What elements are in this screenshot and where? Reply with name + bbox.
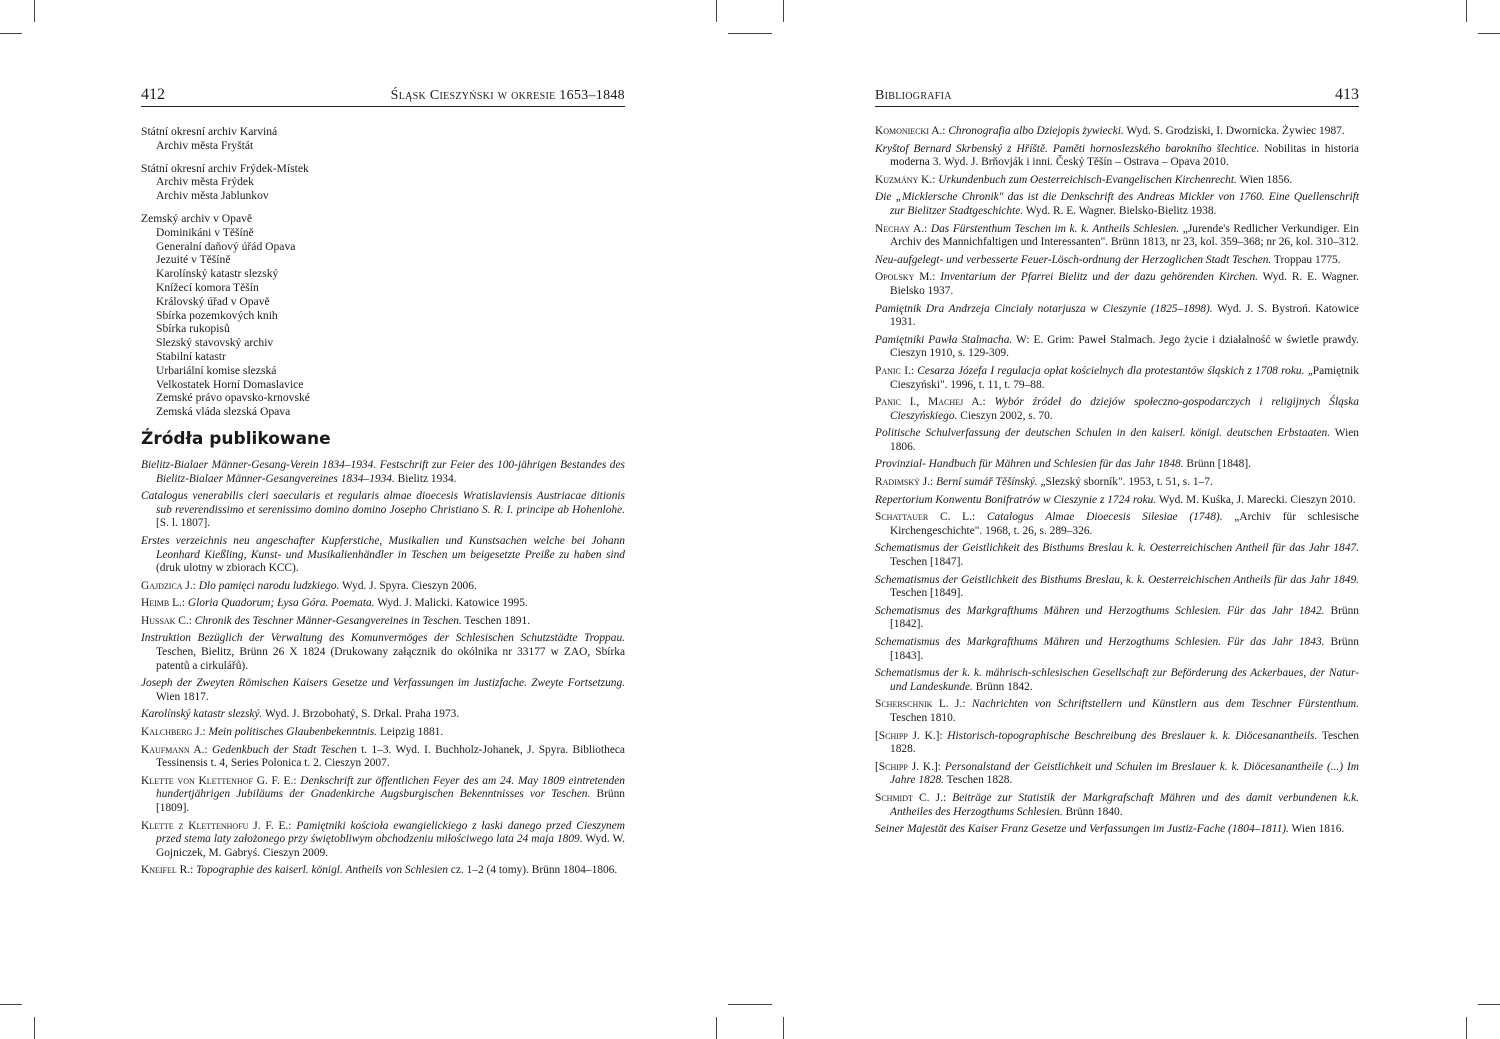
bibliography-entry (875, 396, 1359, 423)
entry-details: Teschen 1828. (890, 729, 1359, 756)
entry-title: Pamiętniki kościoła ewangielickiego z łaski danego przed Cieszynem przed stema laty założonego przy świętobliwym obchodzeniu miłościwego lata 24 maja 1809. (156, 819, 625, 846)
archive-fond: Slezský stavovský archiv (156, 336, 274, 350)
right-page-body (875, 125, 1359, 841)
entry-author: Opolsky M.: (875, 271, 941, 284)
entry-title: Schematismus der Geistlichkeit des Bisthums Breslau, k. k. Oesterreichischen Antheils für das Jahr 1849. (875, 573, 1359, 586)
bibliography-entry (875, 792, 1359, 819)
entry-title: Nachrichten von Schriftstellern und Künstlern aus dem Teschner Fürstenthum. (971, 698, 1359, 711)
bibliography-entry (875, 458, 1359, 472)
bibliography-entry (141, 459, 625, 486)
crop-mark (1478, 1004, 1500, 1005)
bibliography-entry (875, 254, 1359, 268)
archive-name: Zemský archiv v Opavě (141, 211, 253, 225)
bibliography-entry (875, 365, 1359, 392)
entry-details: (druk ulotny w zbiorach KCC). (156, 562, 299, 575)
entry-title: Erstes verzeichnis neu angeschafter Kupferstiche, Musikalien und Kunstsachen welche bei Johann Leonhard Kießling, Kunst- und Musikalienhändler in Teschen um beigesetzte Preiße zu haben sind (141, 534, 625, 561)
entry-details: „Jurende's Redlicher Verkundiger. Ein Archiv des Mannichfaltigen und Interessanten". Brünn 1813, nr 23, kol. 359–368; nr 26, kol. 310–312. (890, 222, 1360, 249)
bibliography-entry (875, 823, 1359, 837)
entry-author: Hussak C.: (141, 614, 195, 627)
entry-details: Wyd. J. Malicki. Katowice 1995. (374, 597, 528, 610)
archive-fond: Sbírka pozemkových knih (156, 308, 278, 322)
entry-details: Bielitz 1934. (394, 472, 457, 485)
archive-name: Státní okresní archiv Frýdek-Místek (141, 161, 309, 175)
entry-details: Brünn 1840. (1062, 805, 1123, 818)
entry-details: Wyd. R. E. Wagner. Bielsko-Bielitz 1938. (1023, 204, 1217, 217)
entry-title: Urkundenbuch zum Oesterreichisch-Evangelischen Kirchenrecht. (938, 173, 1237, 186)
entry-title: Joseph der Zweyten Römischen Kaisers Gesetze und Verfassungen im Justizfache. Zweyte Fortsetzung. (141, 677, 625, 690)
archive-fond: Královský úřad v Opavě (156, 294, 270, 308)
right-page (875, 0, 1359, 1039)
entry-author: Schattauer C. L.: (875, 511, 987, 524)
entry-title: Catalogus venerabilis cleri saecularis et regularis almae dioecesis Wratislaviensis Austriacae ditionis sub reverendissimo et serenissimo domino domino Josepho Christiano S. R. I. principe ab Hohenlohe. (141, 490, 625, 516)
crop-mark (0, 33, 22, 34)
entry-author: Kaufmann A.: (141, 743, 212, 756)
entry-title: Die „Micklersche Chronik" das ist die Denkschrift des Andreas Mickler von 1760. Eine Quellenschrift zur Bielitzer Stadtgeschichte. (875, 191, 1359, 217)
bibliography-entry (875, 761, 1359, 788)
running-head (141, 86, 625, 107)
archive-fond: Zemské právo opavsko-krnovské (156, 391, 310, 405)
entry-details: Teschen [1849]. (890, 587, 964, 600)
crop-mark (1478, 33, 1500, 34)
bibliography-entry (875, 494, 1359, 508)
entry-details: Wyd. J. S. Bystroń. Katowice 1931. (890, 302, 1359, 329)
archive-fond: Zemská vláda slezská Opava (156, 405, 291, 419)
bibliography-entry (875, 476, 1359, 490)
entry-author: Komoniecki A.: (875, 125, 949, 137)
archive-fond: Stabilní katastr (156, 349, 226, 363)
archive-group (141, 162, 625, 203)
entry-details: „Slezský sborník". 1953, t. 51, s. 1–7. (1037, 476, 1213, 489)
entry-details: Brünn [1842]. (890, 604, 1359, 631)
bibliography-entry (875, 427, 1359, 454)
entry-title: Mein politisches Glaubenbekenntnis. (208, 726, 378, 739)
entry-author: Kuzmány K.: (875, 173, 939, 186)
entry-details: Brünn [1848]. (1183, 458, 1251, 471)
archive-fond: Sbírka rukopisů (156, 322, 230, 336)
entry-title: Historisch-topographische Beschreibung des Breslauer k. k. Diöcesanantheils. (947, 729, 1318, 742)
entry-details: Wyd. J. Spyra. Cieszyn 2006. (339, 579, 477, 592)
entry-details: Brünn [1809]. (156, 788, 625, 814)
entry-title: Cesarza Józefa I regulacja opłat kościelnych dla protestantów śląskich z 1708 roku. (917, 364, 1305, 377)
entry-details: Wien 1817. (156, 690, 209, 703)
entry-details: Cieszyn 2002, s. 70. (957, 409, 1053, 422)
entry-title: Politische Schulverfassung der deutschen Schulen in den kaiserl. königl. deutschen Erbstaaten. (875, 427, 1331, 440)
entry-title: Berní sumář Těšínský. (936, 476, 1038, 489)
entry-author: Panic I.: (875, 364, 918, 377)
crop-mark (0, 1004, 22, 1005)
bibliography-list (875, 125, 1359, 837)
bibliography-entry (875, 125, 1359, 139)
archive-group (141, 212, 625, 419)
archive-fond: Archiv města Frýdek (156, 175, 254, 189)
entry-title: Catalogus Almae Dioecesis Silesiae (1748). (986, 511, 1223, 524)
entry-details: Nobilitas in historia moderna 3. Wyd. J. Brňovják i inni. Český Těšín – Ostrava – Opava 2010. (890, 142, 1359, 169)
crop-mark (1466, 1017, 1467, 1039)
entry-details: Brünn 1842. (972, 680, 1033, 693)
entry-title: Seiner Majestät des Kaiser Franz Gesetze und Verfassungen im Justiz-Fache (1804–1811). (875, 823, 1289, 836)
left-page (141, 0, 625, 1039)
entry-author: Klette von Klettenhof G. F. E.: (141, 774, 301, 787)
archive-fond: Karolínský katastr slezský (156, 267, 279, 281)
entry-title: Topographie des kaiserl. königl. Antheils von Schlesien (196, 864, 448, 877)
entry-details: Wyd. J. Brzobohatý, S. Drkal. Praha 1973. (262, 708, 460, 721)
archive-fond: Jezuité v Těšíně (156, 253, 231, 267)
entry-title: Repertorium Konwentu Bonifratrów w Cieszynie z 1724 roku. (875, 493, 1157, 506)
running-head (875, 86, 1359, 107)
entry-details: Wyd. S. Grodziski, I. Dwornicka. Żywiec 1987. (1123, 125, 1345, 137)
bibliography-entry (141, 708, 625, 722)
bibliography-entry (875, 636, 1359, 663)
entry-details: Wien 1806. (890, 427, 1359, 453)
entry-details: Teschen [1847]. (890, 556, 964, 569)
entry-details: Teschen 1828. (944, 774, 1013, 787)
entry-details: „Pamiętnik Cieszyński". 1996, t. 11, t. 79–88. (890, 364, 1359, 391)
archive-name: Státní okresní archiv Karviná (141, 125, 278, 138)
entry-title: Denkschrift zur öffentlichen Feyer des am 24. May 1809 eintretenden hundertjährigen Jubiläums der Gnadenkirche Augsburgischen Bekenntnisses vor Teschen. (156, 774, 625, 801)
running-title: Bibliografia (875, 88, 952, 103)
entry-title: Inventarium der Pfarrei Bielitz und der dazu gehörenden Kirchen. (940, 271, 1258, 284)
entry-author: Scherschnik L. J.: (875, 698, 972, 711)
bibliography-entry (875, 174, 1359, 188)
entry-title: Gedenkbuch der Stadt Teschen (211, 743, 357, 756)
bibliography-entry (875, 191, 1359, 218)
entry-author: Kneifel R.: (141, 864, 197, 877)
crop-mark (728, 1004, 772, 1005)
entry-details: t. 1–3. Wyd. I. Buchholz-Johanek, J. Spyra. Bibliotheca Tessinensis t. 4, Series Polonica t. 2. Cieszyn 2007. (156, 743, 625, 770)
crop-mark (728, 33, 772, 34)
running-title: Śląsk Cieszyński w okresie 1653–1848 (390, 88, 625, 103)
section-title: Źródła publikowane (141, 428, 331, 449)
bibliography-entry (875, 730, 1359, 757)
entry-author: Klette z Klettenhofu J. F. E.: (141, 819, 297, 832)
bibliography-entry (141, 726, 625, 740)
entry-author: Schmidt C. J.: (875, 791, 953, 804)
entry-author: Panic I., Machej A.: (875, 396, 995, 409)
bibliography-entry (875, 143, 1359, 170)
archive-fond: Velkostatek Horní Domaslavice (156, 377, 304, 391)
entry-author: Heimb L.: (141, 597, 188, 610)
crop-mark (783, 0, 784, 22)
crop-mark (716, 1017, 717, 1039)
bibliography-entry (875, 542, 1359, 569)
bibliography-entry (141, 615, 625, 629)
entry-details: Wyd. M. Kuśka, J. Marecki. Cieszyn 2010. (1156, 493, 1356, 506)
archive-fond: Knížecí komora Těšín (156, 280, 259, 294)
entry-author: [Schipp J. K.]: (875, 760, 945, 773)
entry-author: Kalchberg J.: (141, 726, 209, 739)
entry-title: Schematismus der k. k. mährisch-schlesischen Gesellschaft zur Beförderung des Ackerbaues, der Natur- und Landeskunde. (875, 667, 1359, 693)
bibliography-entry (875, 605, 1359, 632)
bibliography-entry (141, 490, 625, 531)
entry-details: Wyd. R. E. Wagner. Bielsko 1937. (890, 271, 1359, 297)
entry-details: cz. 1–2 (4 tomy). Brünn 1804–1806. (447, 864, 618, 877)
entry-title: Schematismus der Geistlichkeit des Bisthums Breslau k. k. Oesterreichischen Antheil für das Jahr 1847. (875, 542, 1359, 555)
bibliography-entry (141, 580, 625, 594)
page-number: 413 (1335, 86, 1359, 103)
crop-mark (1466, 0, 1467, 22)
bibliography-entry (875, 574, 1359, 601)
bibliography-entry (875, 334, 1359, 361)
left-page-body (141, 125, 625, 882)
entry-details: „Archiv für schlesische Kirchengeschichte". 1968, t. 26, s. 289–326. (890, 511, 1359, 537)
bibliography-entry (875, 667, 1359, 694)
bibliography-entry (875, 511, 1359, 538)
entry-title: Chronik des Teschner Männer-Gesangvereines in Teschen. (194, 614, 462, 627)
page-number: 412 (141, 86, 165, 103)
entry-details: Teschen 1810. (890, 711, 956, 724)
crop-mark (34, 0, 35, 22)
entry-details: Brünn [1843]. (890, 636, 1359, 662)
archive-fond: Generalní daňový úřád Opava (156, 239, 296, 253)
entry-title: Das Fürstenthum Teschen im k. k. Antheils Schlesien. (930, 222, 1180, 235)
entry-details: Wyd. W. Gojniczek, M. Gabryś. Cieszyn 2009. (156, 833, 625, 859)
entry-title: Neu-aufgelegt- und verbesserte Feuer-Lösch-ordnung der Herzoglichen Stadt Teschen. (875, 253, 1272, 266)
entry-title: Chronografia albo Dziejopis żywiecki. (948, 125, 1124, 137)
bibliography-entry (875, 223, 1359, 250)
archive-group (141, 125, 625, 153)
archive-fond: Archiv města Jablunkov (156, 189, 269, 203)
entry-title: Kryštof Bernard Skrbenský z Hříště. Paměti hornoslezského barokního šlechtice. (875, 142, 1260, 155)
entry-title: Personalstand der Geistlichkeit und Schulen im Breslauer k. k. Diöcesanantheile (...) Im Jahre 1828. (890, 760, 1359, 787)
entry-details: Troppau 1775. (1271, 253, 1341, 266)
bibliography-entry (141, 775, 625, 816)
entry-title: Schematismus des Markgrafthums Mähren und Herzogthums Schlesien. Für das Jahr 1843. (875, 636, 1325, 648)
entry-details: W: E. Grim: Paweł Stalmach. Jego życie i działalność w świetle prawdy. Cieszyn 1910, s. 129-309. (890, 333, 1360, 360)
entry-author: Gajdzica J.: (141, 579, 199, 592)
entry-author: [Schipp J. K.]: (875, 729, 948, 742)
entry-author: Radimský J.: (875, 476, 937, 489)
entry-title: Beiträge zur Statistik der Markgrafschaft Mähren und des damit verbundenen k.k. Antheiles des Herzogthums Schlesien. (890, 791, 1359, 818)
bibliography-entry (875, 271, 1359, 298)
entry-details: Teschen 1891. (461, 614, 531, 627)
bibliography-entry (141, 597, 625, 611)
entry-title: Karolínský katastr slezský. (141, 708, 263, 721)
entry-title: Gloria Quadorum; Łysa Góra. Poemata. (187, 597, 375, 610)
bibliography-entry (141, 744, 625, 771)
entry-title: Schematismus des Markgrafthums Mähren und Herzogthums Schlesien. Für das Jahr 1842. (875, 604, 1325, 617)
entry-details: [S. l. 1807]. (156, 517, 211, 530)
bibliography-entry (875, 303, 1359, 330)
bibliography-entry (141, 677, 625, 704)
bibliography-entry (141, 535, 625, 576)
entry-title: Wybór źródeł do dziejów społeczno-gospodarczych i religijnych Śląska Cieszyńskiego. (890, 396, 1359, 422)
bibliography-entry (875, 698, 1359, 725)
entry-title: Pamiętnik Dra Andrzeja Cinciały notarjusza w Cieszynie (1825–1898). (875, 302, 1213, 315)
bibliography-entry (141, 820, 625, 861)
entry-title: Instruktion Bezüglich der Verwaltung des Komunvermöges der Schlesischen Schutzstädte Troppau. (141, 632, 625, 645)
entry-author: Nechay A.: (875, 222, 931, 235)
entry-title: Dlo pamięci narodu ludzkiego. (198, 579, 340, 592)
crop-mark (716, 0, 717, 22)
bibliography-list (141, 459, 625, 878)
archive-fond: Urbariální komise slezská (156, 363, 277, 377)
entry-title: Provinzial- Handbuch für Mähren und Schlesien für das Jahr 1848. (875, 458, 1184, 471)
bibliography-entry (141, 864, 625, 878)
crop-mark (783, 1017, 784, 1039)
archive-list (141, 125, 625, 419)
entry-title: Pamiętniki Pawła Stalmacha. (875, 333, 1013, 346)
entry-details: Wien 1856. (1236, 173, 1293, 186)
entry-details: Leipzig 1881. (377, 726, 444, 739)
archive-fond: Archiv města Fryštát (156, 138, 254, 152)
archive-fond: Dominikáni v Těšíně (156, 225, 254, 239)
entry-details: Wien 1816. (1288, 823, 1345, 836)
entry-title: Bielitz-Bialaer Männer-Gesang-Verein 1834–1934. Festschrift zur Feier des 100-jährigen Bestandes des Bielitz-Bialaer Männer-Gesangvereines 1834–1934. (141, 458, 625, 485)
crop-mark (34, 1017, 35, 1039)
entry-details: Teschen, Bielitz, Brünn 26 X 1824 (Drukowany załącznik do okólnika nr 33177 w ZAO, Sbírka patentů a cirkulářů). (156, 646, 625, 672)
bibliography-entry (141, 632, 625, 673)
